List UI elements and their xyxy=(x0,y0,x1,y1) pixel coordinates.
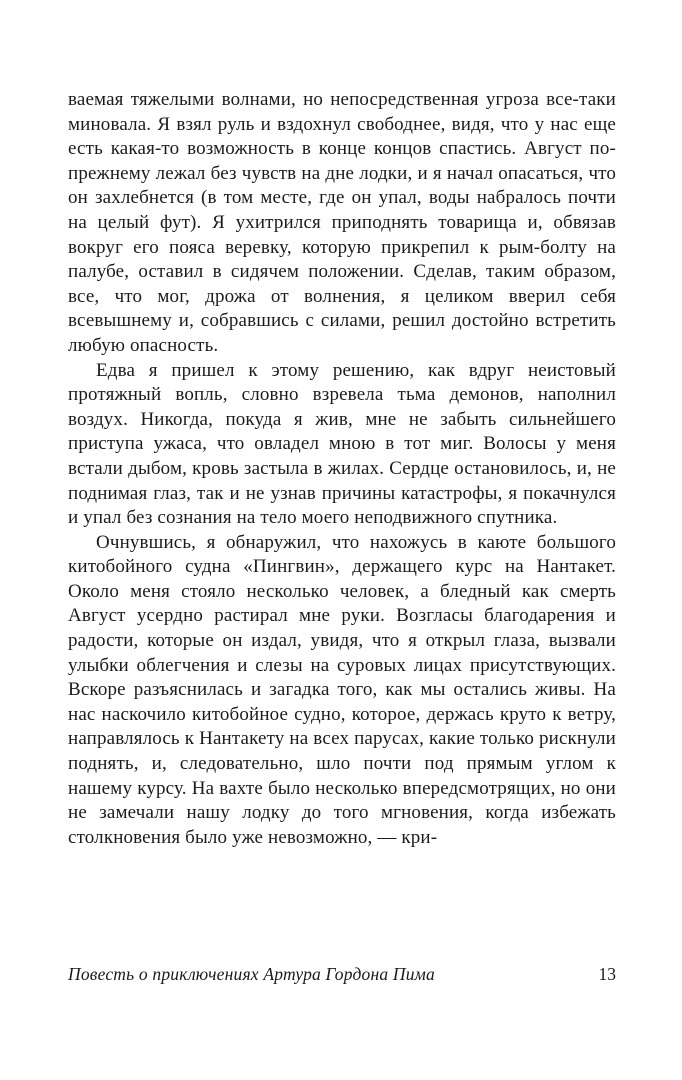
footer xyxy=(68,964,616,985)
paragraph: Едва я пришел к этому решению, как вдруг неистовый протяжный вопль, словно взревела тьма демонов, наполнил воздух. Никогда, покуда я жив, мне не забыть сильнейшего приступа ужаса, что овладел мною в тот миг. Волосы у меня встали дыбом, кровь застыла в жилах. Сердце остановилось, и, не поднимая глаз, так и не узнав причины катастрофы, я покачнулся и упал без сознания на тело моего неподвижного спутника. xyxy=(68,359,616,529)
paragraph-continuation: ваемая тяжелыми волнами, но непосредственная угроза все-таки миновала. Я взял руль и вздохнул свободнее, видя, что у нас еще есть какая-то возможность в конце концов спастись. Август по-прежнему лежал без чувств на дне лодки, и я начал опасаться, что он захлебнется (в том месте, где он упал, воды набралось почти на целый фут). Я ухитрился приподнять товарища и, обвязав вокруг его пояса веревку, которую прикрепил к рым-болту на палубе, оставил в сидячем положении. Сделав, таким образом, все, что мог, дрожа от волнения, я целиком вверил себя всевышнему и, собравшись с силами, решил достойно встретить любую опасность. xyxy=(68,89,616,356)
running-title: Повесть о приключениях Артура Гордона Пима xyxy=(68,964,435,984)
body-text xyxy=(68,88,616,850)
page-number: 13 xyxy=(598,964,616,984)
paragraph: Очнувшись, я обнаружил, что нахожусь в каюте большого китобойного судна «Пингвин», держащего курс на Нантакет. Около меня стояло несколько человек, а бледный как смерть Август усердно растирал мне руки. Возгласы благодарения и радости, которые он издал, увидя, что я открыл глаза, вызвали улыбки облегчения и слезы на суровых лицах присутствующих. Вскоре разъяснилась и загадка того, как мы остались живы. На нас наскочило китобойное судно, которое, держась круто к ветру, направлялось к Нантакету на всех парусах, какие только рискнули поднять, и, следовательно, шло почти под прямым углом к нашему курсу. На вахте было несколько впередсмотрящих, но они не замечали нашу лодку до того мгновения, когда избежать столкновения было уже невозможно, — кри- xyxy=(68,531,616,848)
